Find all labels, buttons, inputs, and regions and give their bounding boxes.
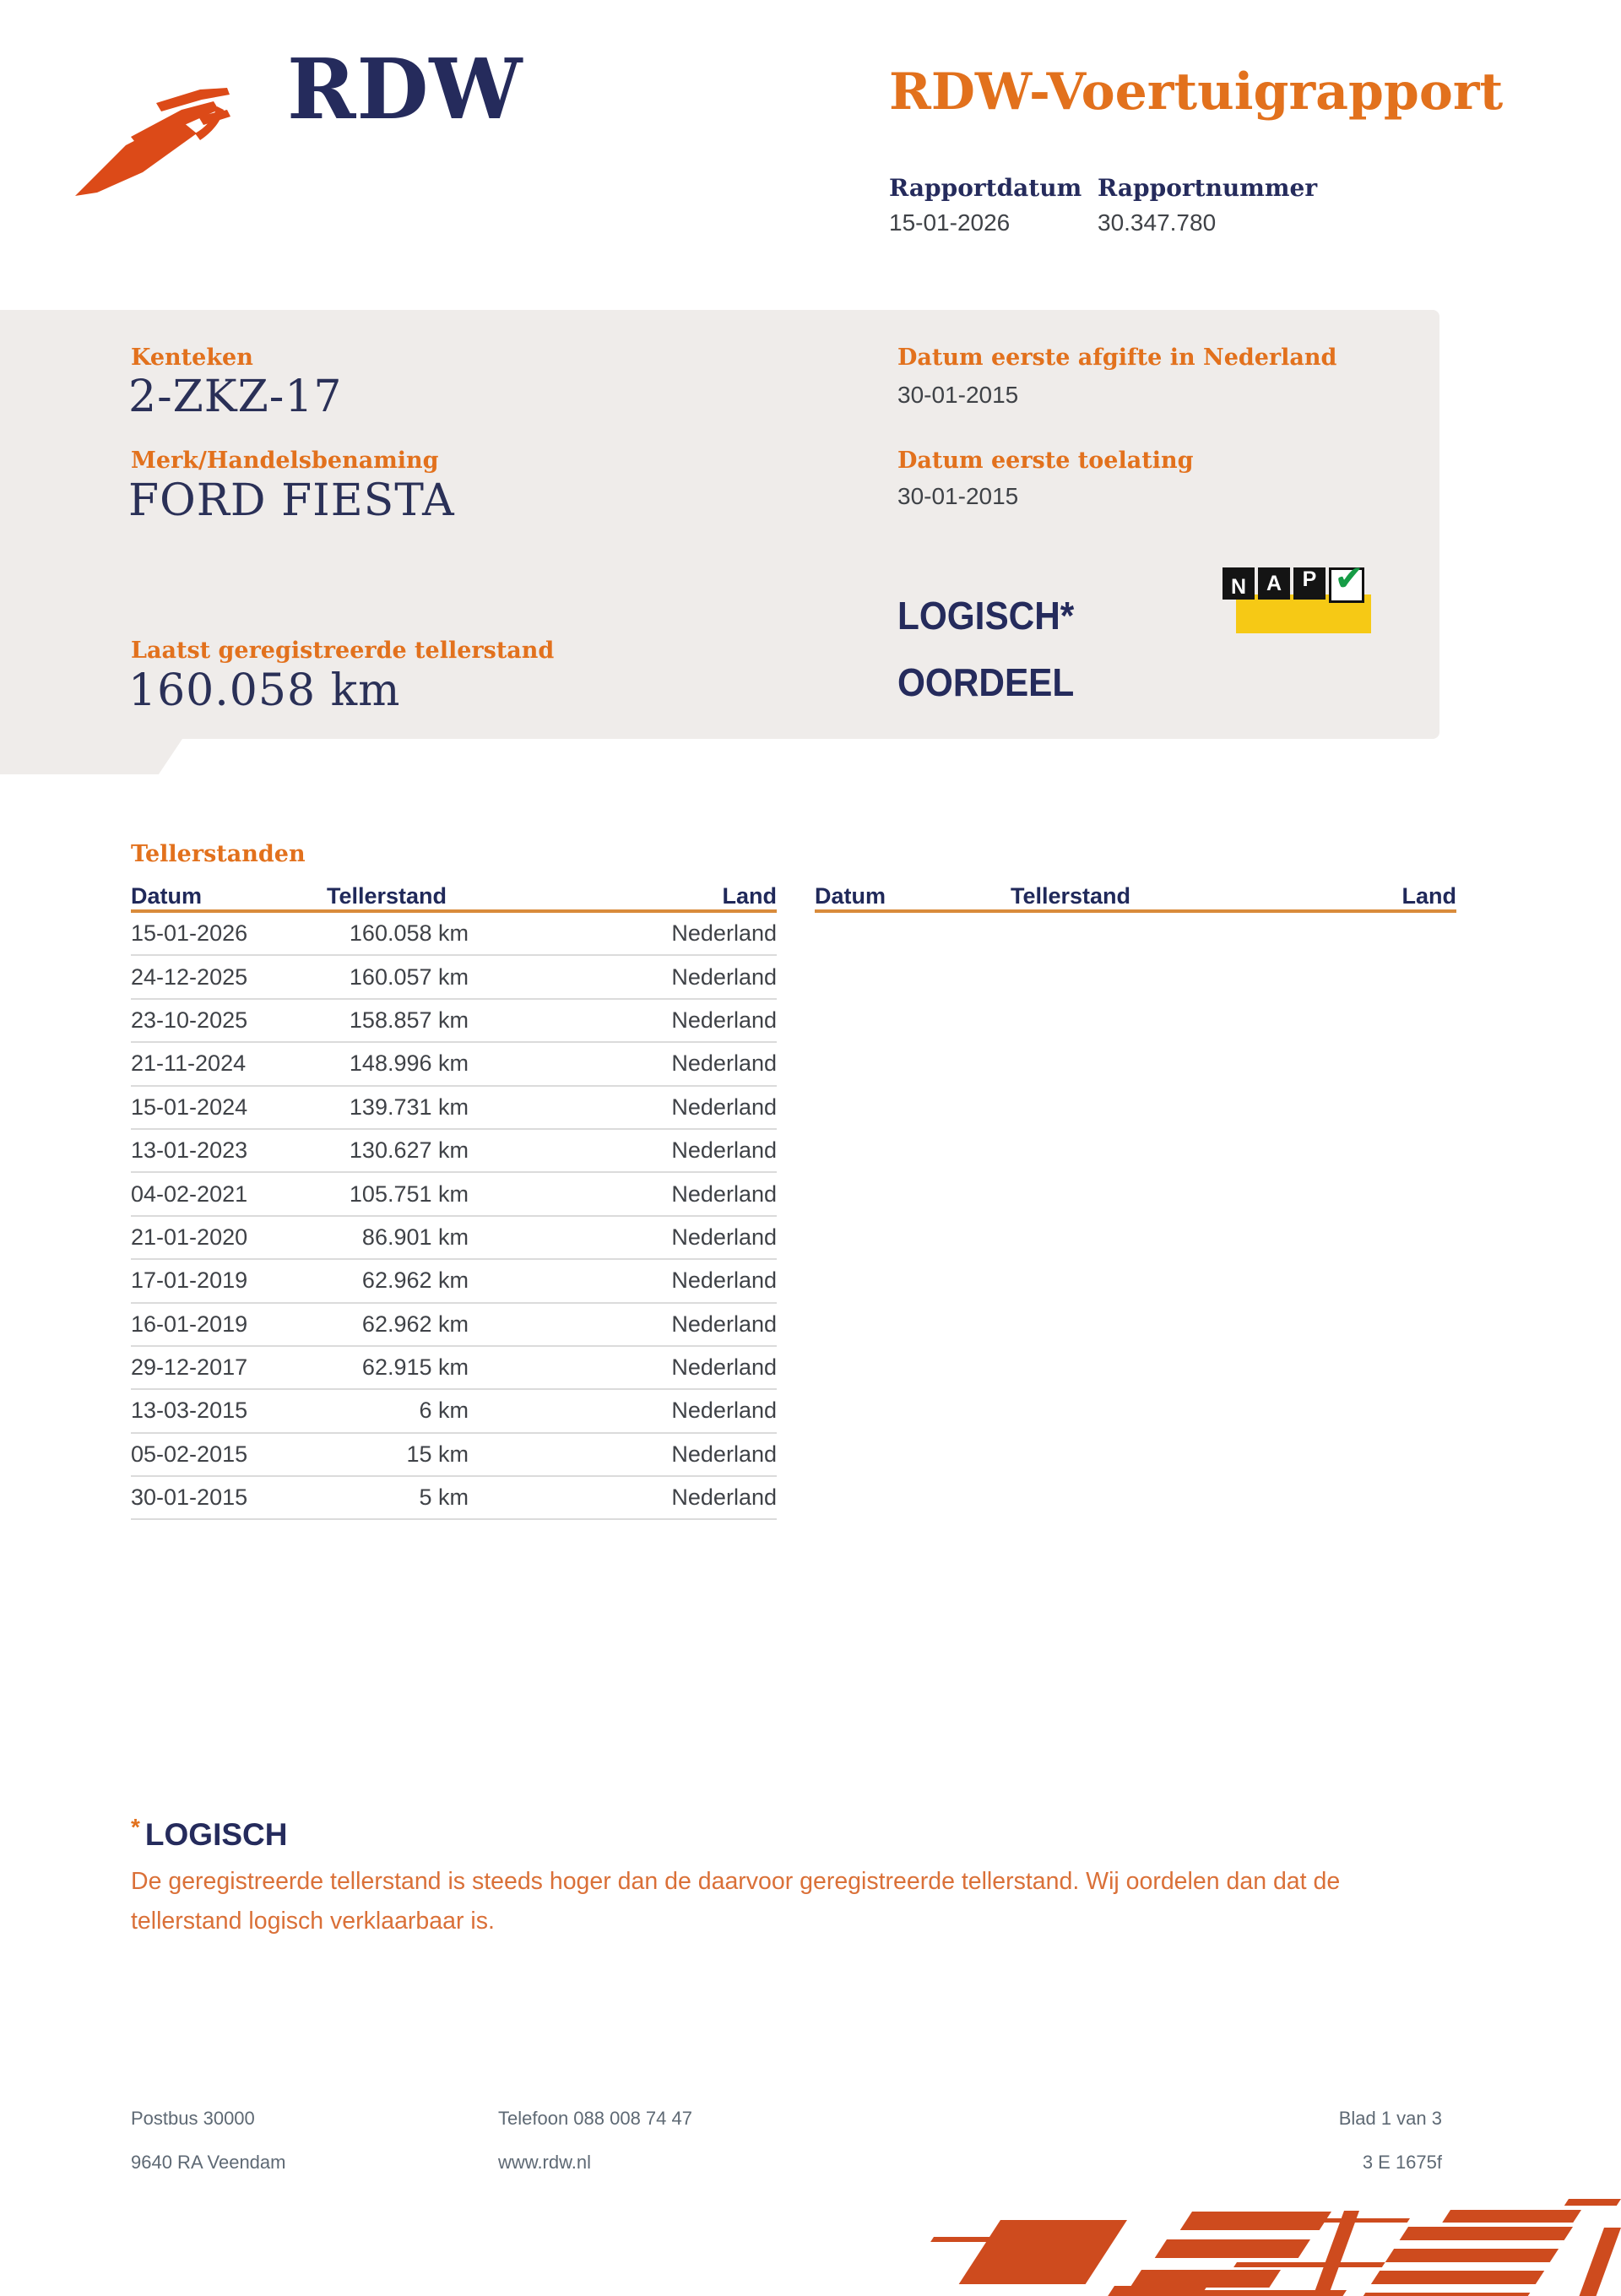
row-odometer-value: 160.057 km (349, 963, 469, 990)
row-date: 24-12-2025 (131, 963, 248, 990)
deco-stripe (1130, 2270, 1281, 2288)
odometer-table-row (131, 1000, 777, 1043)
row-odometer-value: 62.915 km (361, 1354, 469, 1381)
row-date: 13-01-2023 (131, 1137, 248, 1164)
kenteken-label: Kenteken (131, 345, 253, 371)
rdw-logo-text: RDW (287, 41, 523, 138)
row-country: Nederland (671, 1354, 777, 1381)
odometer-table-row (131, 1173, 777, 1216)
report-number-value: 30.347.780 (1098, 209, 1217, 236)
verdict-text (897, 583, 1074, 716)
row-odometer-value: 15 km (406, 1441, 469, 1467)
logisch-note-title (131, 1814, 287, 1853)
page-title: RDW-Voertuigrapport (889, 62, 1504, 122)
first-issue-value: 30-01-2015 (897, 382, 1019, 408)
row-country: Nederland (671, 1007, 777, 1033)
row-country: Nederland (671, 920, 777, 947)
merk-label: Merk/Handelsbenaming (131, 448, 439, 474)
deco-stripe (959, 2220, 1127, 2284)
kenteken-value: 2-ZKZ-17 (128, 372, 343, 422)
footer-phone: Telefoon 088 008 74 47 (498, 2108, 692, 2129)
asterisk-mark: * (131, 1814, 140, 1840)
logisch-note-body: De geregistreerde tellerstand is steeds hoger dan de daarvoor geregistreerde tellerstand. Wij oordelen dan dat de tellerstand logisch verklaarbaar is. (131, 1868, 1341, 1935)
deco-striped-block (1363, 2227, 1573, 2296)
column-header-land: Land (1401, 883, 1456, 909)
deco-stripe (930, 2237, 1056, 2242)
row-date: 05-02-2015 (131, 1441, 248, 1467)
verdict-line-1: LOGISCH* (897, 594, 1075, 638)
nap-checkbox (1329, 556, 1364, 603)
odometer-table-row (131, 1217, 777, 1260)
row-date: 16-01-2019 (131, 1311, 248, 1337)
column-header-land: Land (722, 883, 777, 909)
tellerstanden-section-title: Tellerstanden (131, 841, 306, 867)
deco-stripe (1323, 2218, 1410, 2223)
row-date: 15-01-2026 (131, 920, 248, 947)
row-date: 30-01-2015 (131, 1485, 248, 1511)
row-odometer-value: 130.627 km (349, 1137, 469, 1164)
row-date: 29-12-2017 (131, 1354, 248, 1381)
row-odometer-value: 158.857 km (349, 1007, 469, 1033)
nap-letter-p: P (1293, 567, 1326, 600)
row-country: Nederland (671, 1224, 777, 1250)
deco-stripe (1190, 2290, 1347, 2296)
first-issue-label: Datum eerste afgifte in Nederland (897, 345, 1337, 371)
row-odometer-value: 6 km (419, 1398, 469, 1424)
footer-website: www.rdw.nl (498, 2152, 592, 2173)
odometer-table-row (131, 913, 777, 956)
footer-pobox: Postbus 30000 (131, 2108, 255, 2129)
odometer-table-row (131, 1347, 777, 1390)
odometer-table-row (131, 1260, 777, 1303)
rdw-feather-logo (72, 84, 241, 203)
row-country: Nederland (671, 1137, 777, 1164)
nap-letter-n: N (1223, 567, 1255, 600)
nap-letter-squares (1223, 556, 1364, 603)
table-header-right (815, 877, 1456, 913)
verdict-line-2: OORDEEL (897, 660, 1075, 704)
nap-letter-a: A (1258, 567, 1290, 600)
footer-form-code: 3 E 1675f (1362, 2152, 1442, 2173)
checkmark-icon: ✔ (1334, 556, 1364, 599)
row-odometer-value: 105.751 km (349, 1181, 469, 1207)
deco-slash (1580, 2228, 1621, 2296)
odometer-table-right-empty (815, 877, 1456, 913)
odometer-label: Laatst geregistreerde tellerstand (131, 638, 555, 664)
row-country: Nederland (671, 1398, 777, 1424)
row-date: 21-11-2024 (131, 1050, 247, 1077)
report-date-value: 15-01-2026 (889, 209, 1011, 236)
footer-page-indicator: Blad 1 van 3 (1338, 2108, 1442, 2129)
table-header-left (131, 877, 777, 913)
row-country: Nederland (671, 1485, 777, 1511)
row-odometer-value: 5 km (419, 1485, 469, 1511)
footer-city: 9640 RA Veendam (131, 2152, 286, 2173)
odometer-table-row (131, 1434, 777, 1477)
row-odometer-value: 160.058 km (349, 920, 469, 947)
row-date: 17-01-2019 (131, 1267, 248, 1294)
row-date: 04-02-2021 (131, 1181, 248, 1207)
row-country: Nederland (671, 1094, 777, 1120)
row-country: Nederland (671, 1267, 777, 1294)
row-country: Nederland (671, 1050, 777, 1077)
logisch-note-title-text: LOGISCH (144, 1817, 288, 1852)
column-header-datum: Datum (131, 883, 203, 909)
row-country: Nederland (671, 1311, 777, 1337)
report-date-label: Rapportdatum (889, 174, 1082, 202)
odometer-table-row (131, 956, 777, 999)
report-number-label: Rapportnummer (1098, 174, 1318, 202)
row-odometer-value: 139.731 km (349, 1094, 469, 1120)
row-odometer-value: 62.962 km (361, 1311, 469, 1337)
row-date: 15-01-2024 (131, 1094, 248, 1120)
first-admission-value: 30-01-2015 (897, 483, 1019, 509)
column-header-datum: Datum (815, 883, 886, 909)
odometer-table-row (131, 1477, 777, 1520)
odometer-table-row (131, 1043, 777, 1086)
deco-stripe (1180, 2212, 1331, 2230)
column-header-tellerstand: Tellerstand (1011, 883, 1131, 909)
odometer-value: 160.058 km (128, 665, 401, 716)
row-date: 23-10-2025 (131, 1007, 248, 1033)
row-date: 21-01-2020 (131, 1224, 248, 1250)
row-odometer-value: 62.962 km (361, 1267, 469, 1294)
row-country: Nederland (671, 1441, 777, 1467)
panel-corner-tail (0, 739, 182, 774)
nap-logo (1223, 556, 1391, 635)
row-odometer-value: 86.901 km (361, 1224, 469, 1250)
row-odometer-value: 148.996 km (349, 1050, 469, 1077)
deco-stripe (1108, 2286, 1207, 2296)
odometer-table-row (131, 1130, 777, 1173)
odometer-table-body (131, 913, 777, 1520)
merk-value: FORD FIESTA (128, 475, 455, 526)
first-admission-label: Datum eerste toelating (897, 448, 1194, 474)
row-country: Nederland (671, 1181, 777, 1207)
deco-stripe (1155, 2239, 1310, 2258)
odometer-table-row (131, 1087, 777, 1130)
odometer-table-row (131, 1390, 777, 1433)
deco-stripe (1233, 2262, 1393, 2267)
column-header-tellerstand: Tellerstand (327, 883, 447, 909)
deco-stripe (1442, 2210, 1581, 2223)
deco-stripe (1564, 2199, 1621, 2206)
odometer-table-row (131, 1304, 777, 1347)
odometer-table-left (131, 877, 777, 1520)
deco-slash (1313, 2211, 1359, 2296)
row-country: Nederland (671, 963, 777, 990)
row-date: 13-03-2015 (131, 1398, 248, 1424)
